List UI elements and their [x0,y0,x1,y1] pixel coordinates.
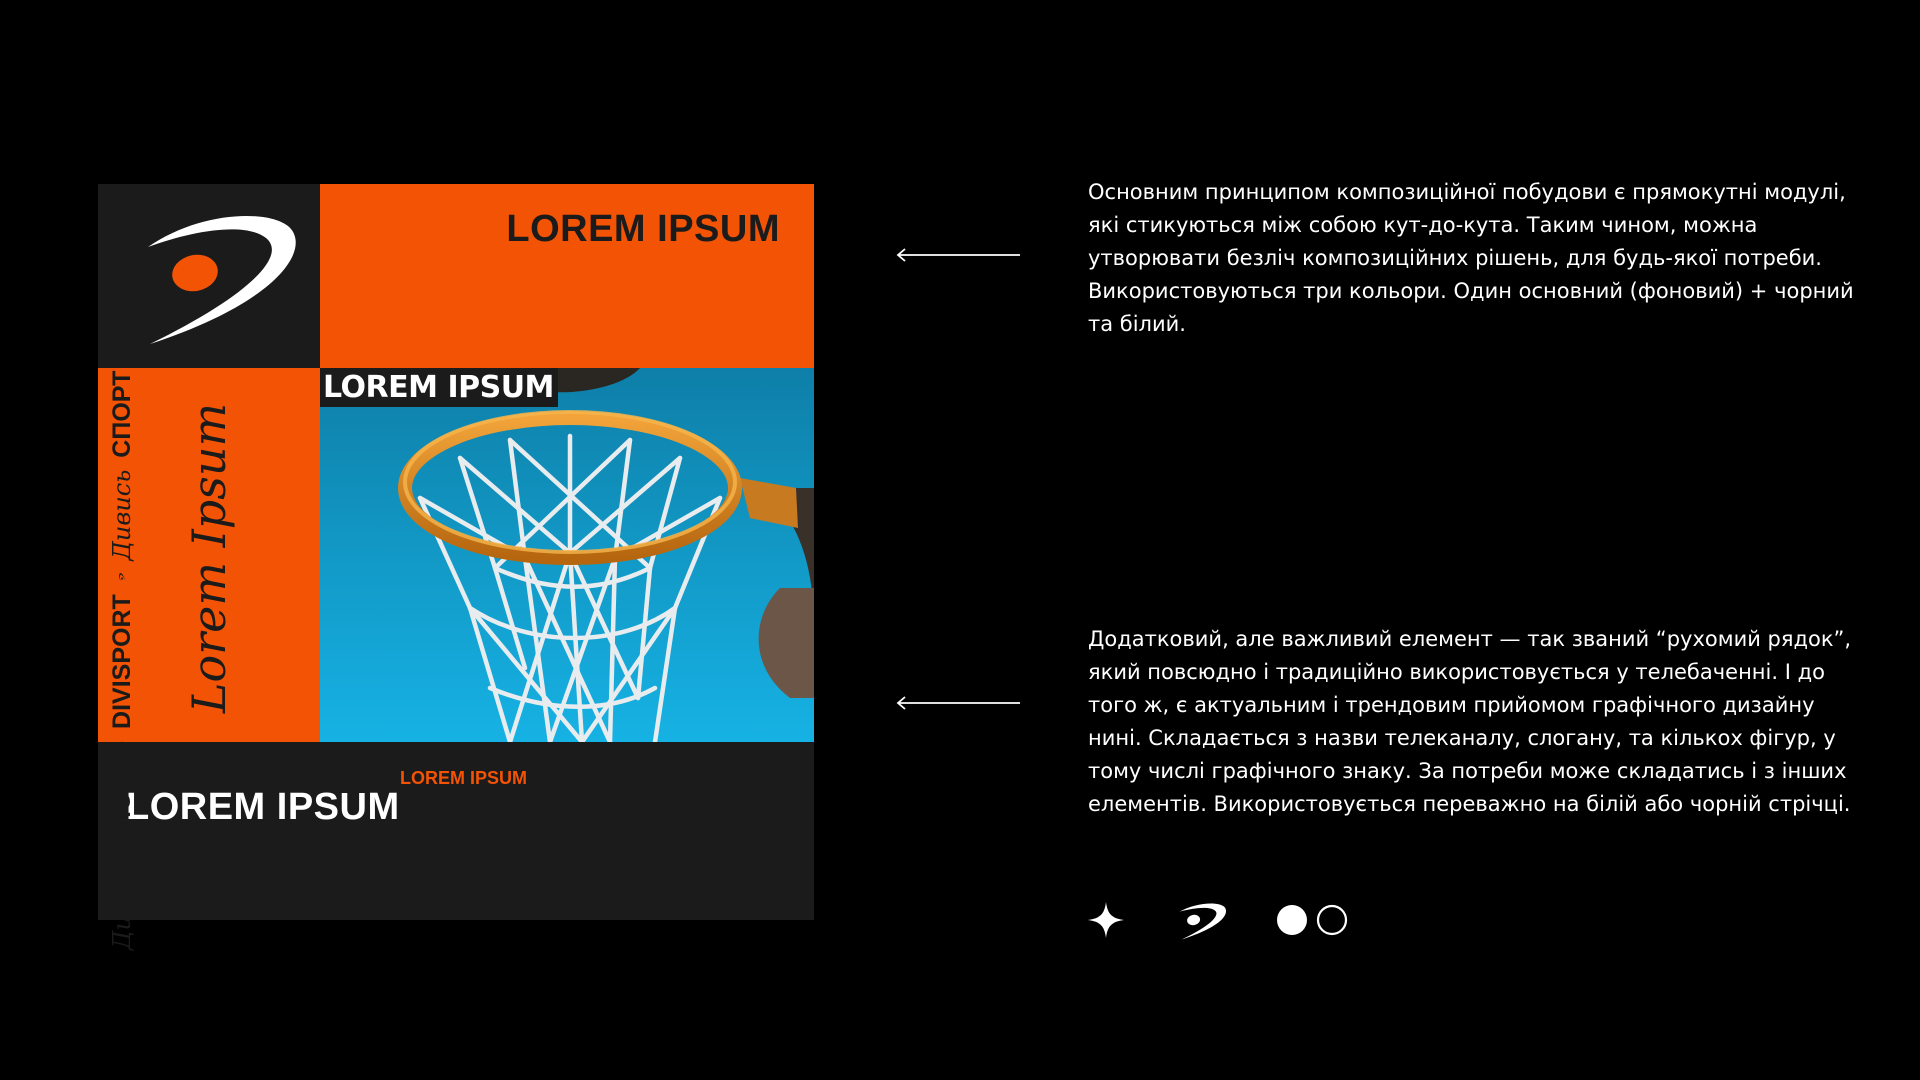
logo-swoosh-icon [1174,895,1230,945]
sparkle-icon [111,741,133,748]
orange-top-tile [320,184,814,368]
ticker-script: Дивись [108,859,136,950]
bottom-small-heading: LOREM IPSUM [400,768,528,788]
sparkle-icon [1088,902,1124,938]
outline-circle-icon [1316,904,1348,936]
arrow-left-icon [896,696,1020,710]
brand-composition [98,184,862,950]
script-lettering: Lorem Ipsum [182,402,236,714]
ticker-word-brand: DIVISPORT [107,594,136,729]
outline-circle-icon [112,331,133,340]
bottom-heading: LOREM IPSUM [126,786,400,828]
bottom-tile [98,742,814,950]
description-paragraph-2: Додатковий, але важливий елемент — так званий “рухомий рядок”, який повсюдно і традиційно використовується у телебаченні. І до того ж, є актуальним і трендовим прийомом графічного дизайну нині. Складається з назви телеканалу, слогану, та кількох фігур, у тому числі графічного знаку. За потреби може складатись і з інших елементів. Використовується переважно на білій або чорній стрічці. [1088,627,1852,816]
filled-circle-icon [112,352,132,358]
basketball-hoop-photo [320,368,814,742]
ticker-word-sport: СПОРТ [107,760,136,848]
filled-circle-icon [1276,904,1308,936]
photo-label: LOREM IPSUM [320,368,558,407]
ticker-word-sport: СПОРТ [107,370,136,458]
ticker-track [98,184,146,950]
ticker-strip [98,184,146,950]
photo-image [320,368,814,742]
ticker-script: Дивись [108,469,136,561]
arrow-left-icon [896,248,1020,262]
ticker-word-brand: DIVISPORT [107,184,136,319]
description-paragraph-1: Основним принципом композиційної побудови є прямокутні модулі, які стикуються між собою кут-до-кута. Таким чином, можна утворювати безліч композиційних рішень, для будь-якої потреби. Використовуються три кольори. Один основний (фоновий) + чорний та білий. [1088,180,1854,336]
top-heading: LOREM IPSUM [506,208,780,250]
logo-swoosh-icon [109,573,135,583]
